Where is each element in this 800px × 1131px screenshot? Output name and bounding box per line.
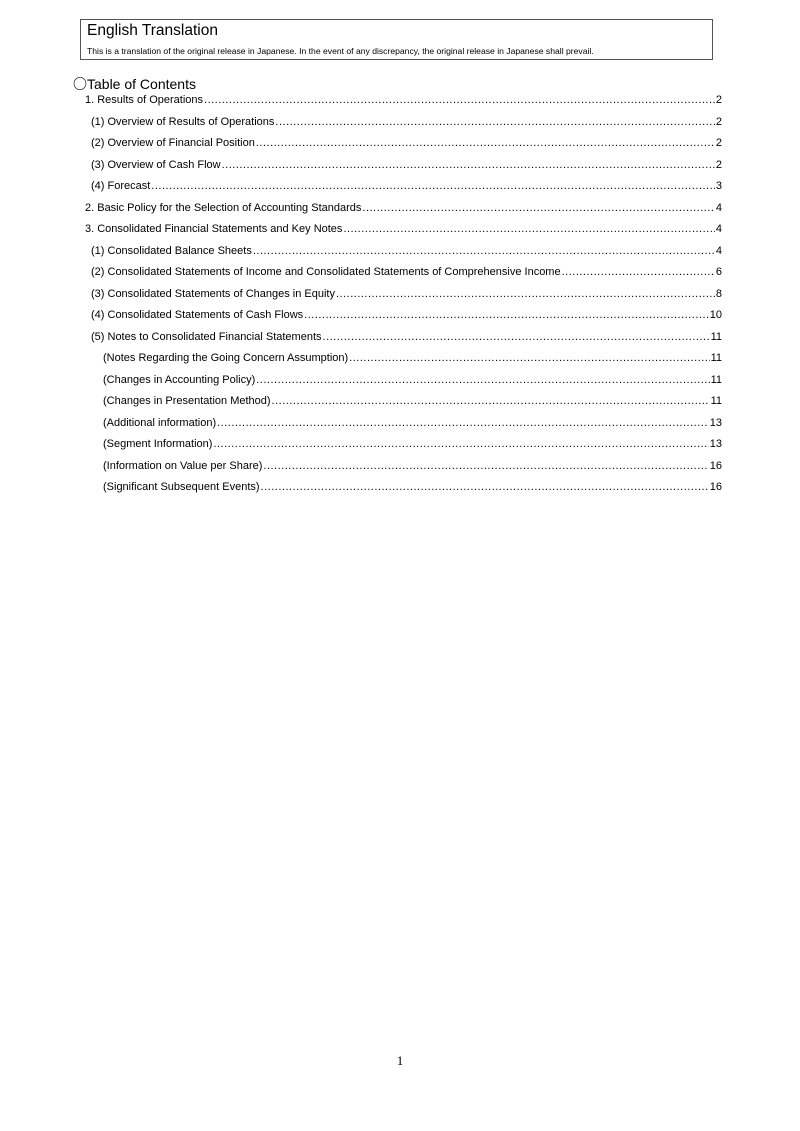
toc-entry-page: 11	[710, 395, 722, 407]
toc-entry[interactable]	[91, 137, 722, 153]
toc-entry-label: (Segment Information)	[103, 438, 213, 450]
dot-leader	[304, 309, 709, 321]
toc-entry-page: 16	[709, 481, 722, 493]
dot-leader	[256, 374, 709, 386]
toc-entry-page: 2	[715, 115, 722, 128]
toc-entry-page: 11	[710, 352, 722, 364]
toc-entry-label: (Additional information)	[103, 416, 217, 429]
toc-entry-label: (1) Overview of Results of Operations	[91, 115, 275, 128]
toc-entry-page: 2	[715, 158, 722, 171]
toc-entry-page: 10	[709, 309, 722, 321]
dot-leader	[336, 288, 715, 300]
toc-entry[interactable]	[103, 374, 722, 390]
toc-entry-page: 11	[710, 330, 722, 343]
toc-entry-label: (1) Consolidated Balance Sheets	[91, 244, 252, 257]
dot-leader	[362, 202, 714, 214]
toc-entry-label: (4) Consolidated Statements of Cash Flows	[91, 309, 304, 321]
dot-leader	[213, 438, 708, 450]
toc-entry[interactable]	[91, 266, 722, 282]
dot-leader	[261, 481, 709, 493]
toc-entry[interactable]	[103, 417, 722, 433]
toc-heading: 〇Table of Contents	[73, 76, 196, 92]
toc-entry-label: (Changes in Accounting Policy)	[103, 373, 256, 386]
toc-entry-label: (5) Notes to Consolidated Financial Statements	[91, 330, 322, 343]
dot-leader	[272, 395, 710, 407]
toc-entry-page: 13	[709, 416, 722, 429]
toc-entry-page: 4	[715, 223, 722, 235]
dot-leader	[323, 331, 710, 343]
dot-leader	[151, 180, 715, 192]
toc-entry-label: (4) Forecast	[91, 180, 151, 192]
toc-entry[interactable]	[103, 438, 722, 454]
toc-entry[interactable]	[91, 159, 722, 175]
toc-entry-page: 3	[715, 180, 722, 192]
toc-entry-page: 2	[715, 137, 722, 149]
notice-title: English Translation	[87, 22, 218, 39]
toc-entry-page: 4	[715, 201, 722, 214]
dot-leader	[562, 266, 715, 278]
toc-entry[interactable]	[85, 223, 722, 239]
toc-entry[interactable]	[91, 331, 722, 347]
dot-leader	[263, 460, 708, 472]
toc-entry[interactable]	[103, 460, 722, 476]
toc-entry[interactable]	[103, 481, 722, 497]
toc-entry-label: (Significant Subsequent Events)	[103, 481, 260, 493]
toc-entry-page: 6	[715, 266, 722, 278]
toc-entry-label: (3) Overview of Cash Flow	[91, 158, 221, 171]
toc-entry[interactable]	[103, 395, 722, 411]
dot-leader	[256, 137, 715, 149]
toc-entry[interactable]	[91, 245, 722, 261]
toc-entry[interactable]	[91, 116, 722, 132]
toc-entry-label: (Information on Value per Share)	[103, 459, 263, 472]
toc-entry-page: 8	[715, 287, 722, 300]
translation-notice-box	[80, 19, 713, 60]
notice-text: This is a translation of the original release in Japanese. In the event of any discrepancy, the original release in Japanese shall prevail.	[87, 46, 594, 56]
toc-entry-label: (2) Overview of Financial Position	[91, 137, 255, 149]
toc-entry[interactable]	[103, 352, 722, 368]
toc-entry-label: 2. Basic Policy for the Selection of Accounting Standards	[85, 201, 362, 214]
toc-entry[interactable]	[85, 94, 722, 110]
dot-leader	[217, 417, 709, 429]
toc-entry-label: (Notes Regarding the Going Concern Assumption)	[103, 352, 349, 364]
dot-leader	[222, 159, 715, 171]
toc-entry[interactable]	[91, 180, 722, 196]
toc-entry-label: (Changes in Presentation Method)	[103, 395, 271, 407]
dot-leader	[349, 352, 709, 364]
toc-entry[interactable]	[91, 288, 722, 304]
toc-entry-page: 4	[715, 244, 722, 257]
toc-entry[interactable]	[91, 309, 722, 325]
dot-leader	[253, 245, 715, 257]
toc-entry-page: 13	[709, 438, 722, 450]
toc-entry-page: 2	[715, 94, 722, 106]
toc-entry-label: 1. Results of Operations	[85, 94, 204, 106]
toc-entry-label: 3. Consolidated Financial Statements and Key Notes	[85, 223, 343, 235]
toc-entry-label: (3) Consolidated Statements of Changes in Equity	[91, 287, 335, 300]
page-number: 1	[396, 1053, 404, 1068]
toc-entry-page: 16	[709, 459, 722, 472]
toc-entry-page: 11	[710, 373, 722, 386]
dot-leader	[204, 94, 715, 106]
toc-entry-label: (2) Consolidated Statements of Income and Consolidated Statements of Comprehensive Income	[91, 266, 561, 278]
dot-leader	[275, 116, 714, 128]
toc-entry[interactable]	[85, 202, 722, 218]
dot-leader	[343, 223, 714, 235]
